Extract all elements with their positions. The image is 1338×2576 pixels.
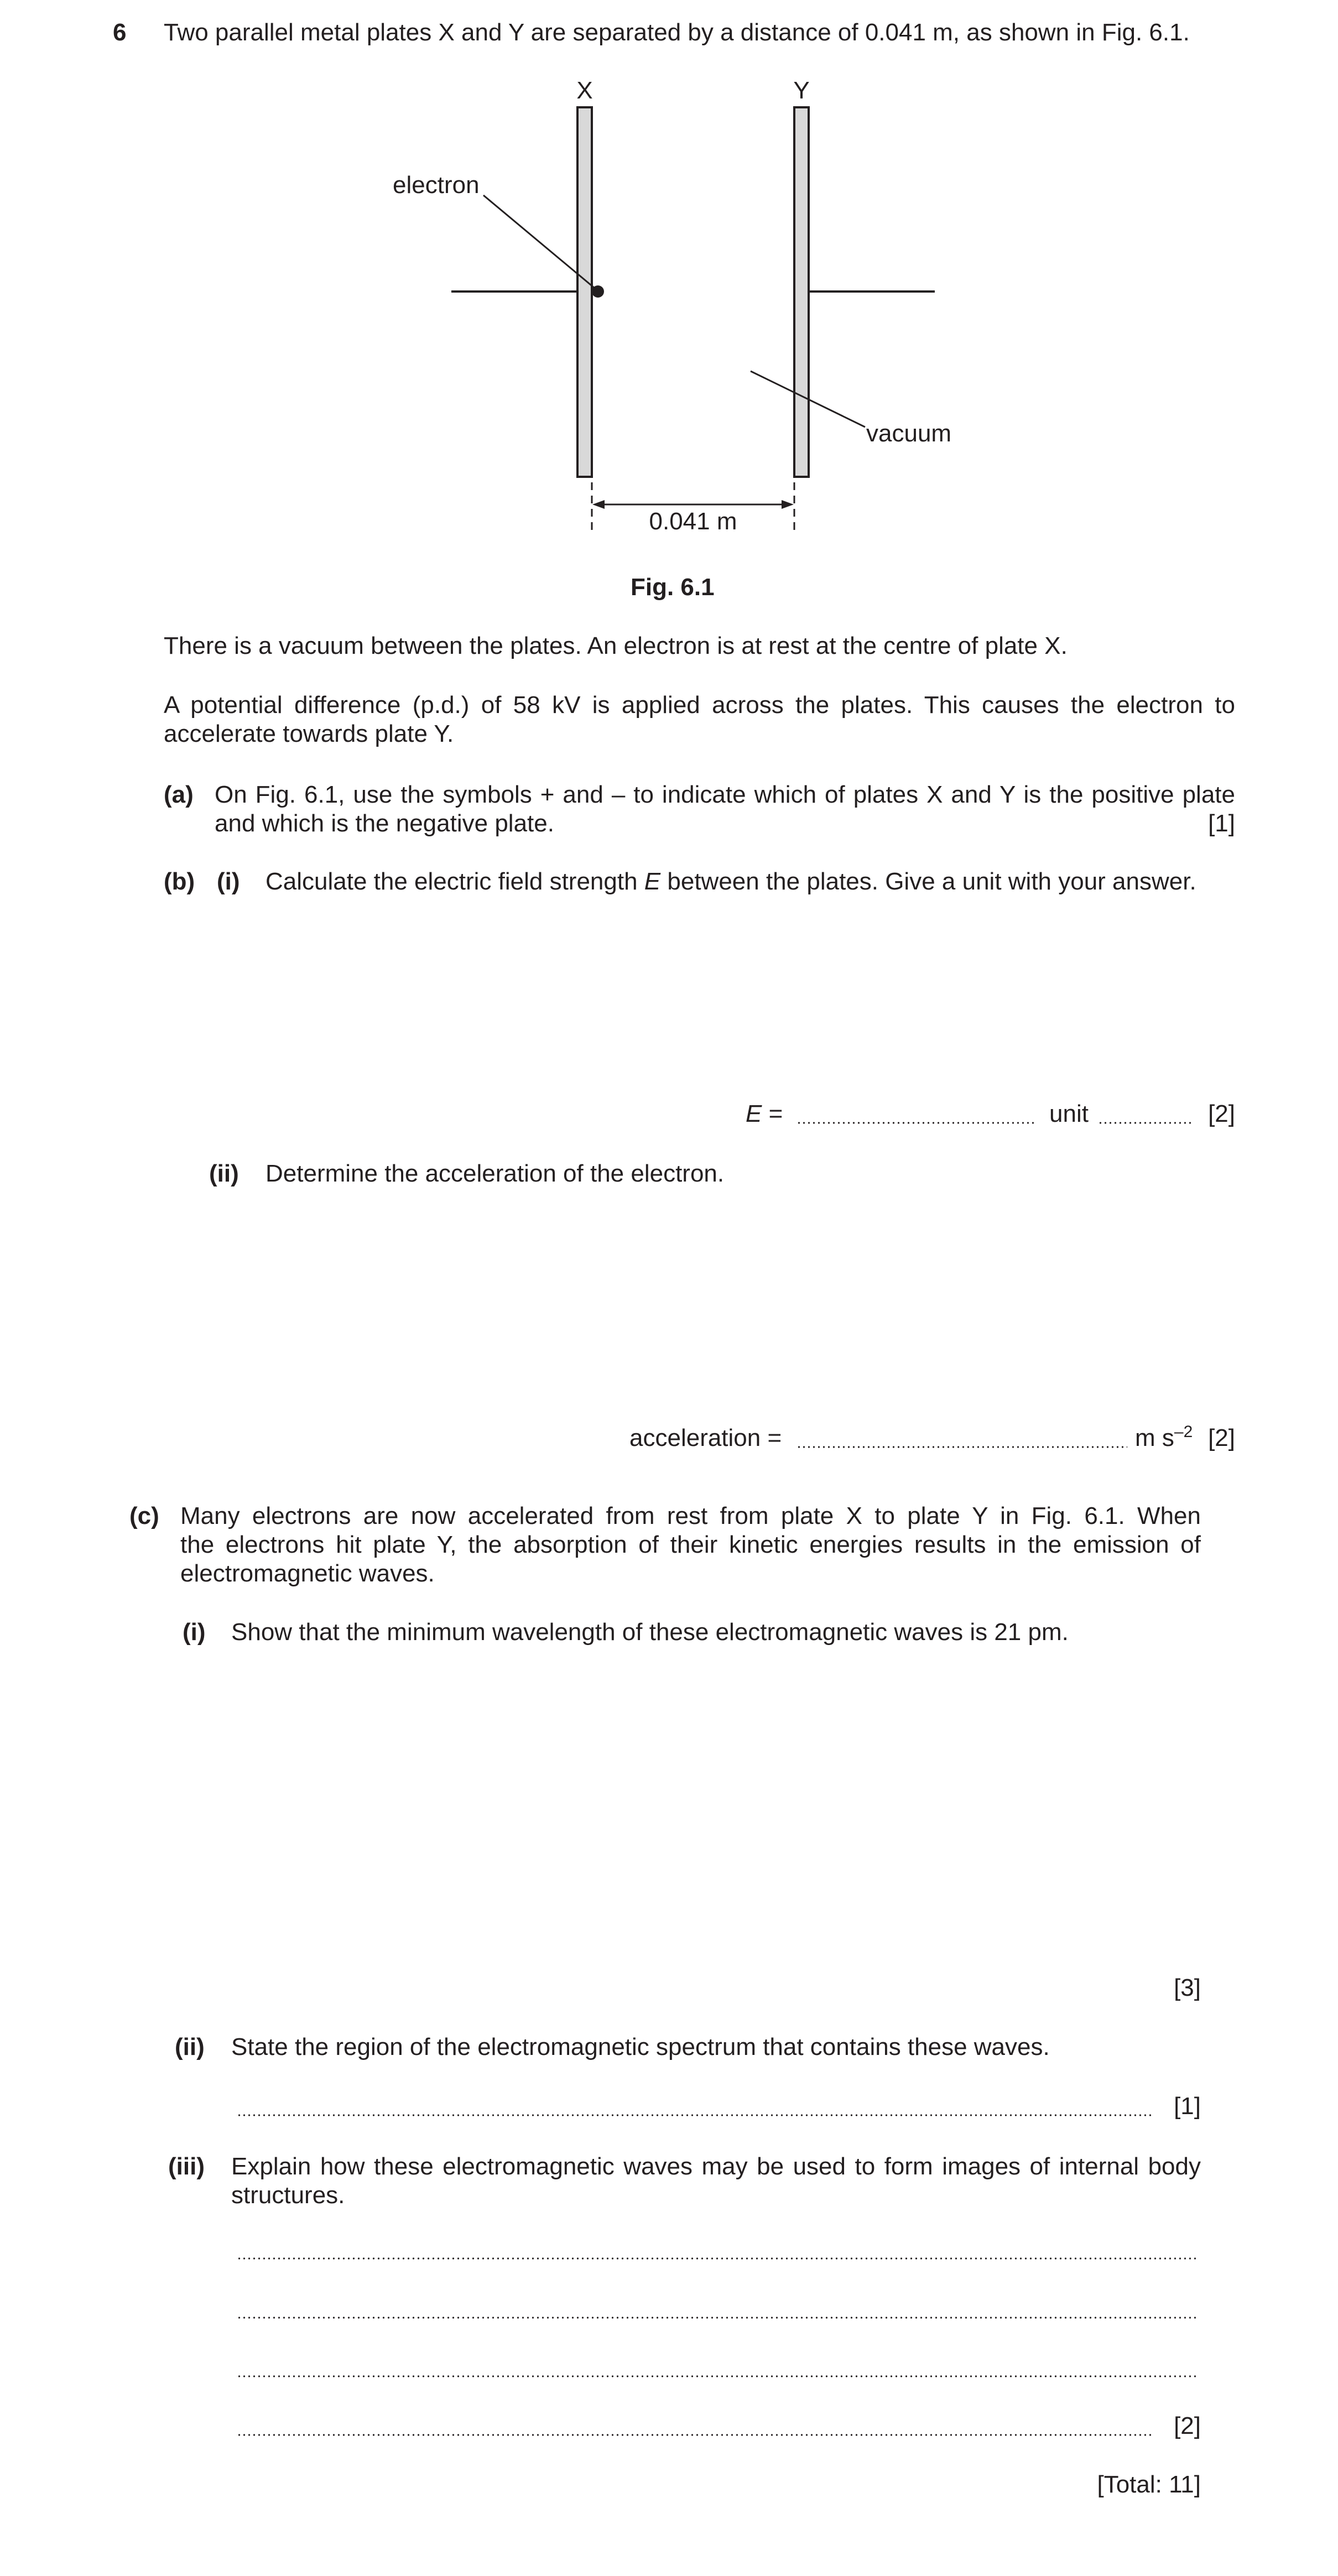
part-c-i-label: (i) — [183, 1619, 206, 1646]
figure-caption: Fig. 6.1 — [631, 574, 715, 601]
field-strength-unit-line[interactable] — [1098, 1122, 1193, 1124]
figure-6-1 — [0, 0, 1338, 553]
part-c-i-prompt: Show that the minimum wavelength of these electromagnetic waves is 21 pm. — [231, 1619, 1069, 1646]
explanation-answer-line-3[interactable] — [237, 2375, 1198, 2377]
part-c-ii-marks: [1] — [1174, 2093, 1201, 2120]
plate-y-label: Y — [793, 77, 810, 104]
explanation-answer-line-2[interactable] — [237, 2317, 1198, 2319]
part-c-iii-line-1: Explain how these electromagnetic waves may be used to form images of internal body — [231, 2153, 1201, 2180]
part-b-i-label: (i) — [217, 868, 240, 895]
part-c-ii-prompt: State the region of the electromagnetic spectrum that contains these waves. — [231, 2033, 1050, 2060]
acceleration-answer-line[interactable] — [796, 1446, 1127, 1448]
part-a-line-1: On Fig. 6.1, use the symbols + and – to indicate which of plates X and Y is the positive plate — [215, 781, 1235, 808]
part-b-ii-prompt: Determine the acceleration of the electron. — [265, 1160, 725, 1187]
part-c-i-marks: [3] — [1174, 1974, 1201, 2001]
part-b-i-prompt: Calculate the electric field strength E between the plates. Give a unit with your answer. — [265, 868, 1196, 895]
part-c-iii-marks: [2] — [1174, 2412, 1201, 2439]
stem-paragraph-2-line-1: A potential difference (p.d.) of 58 kV is applied across the plates. This causes the electron to — [164, 691, 1235, 719]
electron-label: electron — [393, 171, 480, 199]
part-b-i-answer-label: E = — [746, 1100, 783, 1127]
part-c-label: (c) — [129, 1502, 159, 1529]
plate-x-label: X — [576, 77, 593, 104]
part-b-ii-marks: [2] — [1208, 1424, 1235, 1451]
part-b-label: (b) — [164, 868, 195, 895]
question-number: 6 — [113, 19, 127, 46]
part-c-line-2: the electrons hit plate Y, the absorption of their kinetic energies results in the emission of — [180, 1531, 1201, 1558]
part-c-iii-line-2: structures. — [231, 2182, 345, 2209]
stem-paragraph-1: There is a vacuum between the plates. An electron is at rest at the centre of plate X. — [164, 632, 1068, 659]
part-c-iii-label: (iii) — [168, 2153, 205, 2180]
vacuum-label: vacuum — [866, 420, 952, 447]
arrowhead-left — [592, 500, 605, 509]
part-c-line-1: Many electrons are now accelerated from rest from plate X to plate Y in Fig. 6.1. When — [180, 1502, 1201, 1529]
part-c-ii-label: (ii) — [175, 2033, 205, 2060]
part-a-marks: [1] — [1208, 810, 1235, 837]
part-b-i-marks: [2] — [1208, 1100, 1235, 1127]
part-c-line-3: electromagnetic waves. — [180, 1560, 435, 1587]
separation-label: 0.041 m — [649, 508, 737, 535]
plate-x — [577, 107, 592, 477]
field-strength-answer-line[interactable] — [796, 1122, 1035, 1124]
total-marks: [Total: 11] — [1097, 2471, 1201, 2498]
arrowhead-right — [782, 500, 794, 509]
explanation-answer-line-4[interactable] — [237, 2434, 1153, 2436]
part-b-i-unit-label: unit — [1049, 1100, 1089, 1127]
acceleration-answer-label: acceleration = — [629, 1424, 782, 1451]
em-region-answer-line[interactable] — [237, 2114, 1153, 2116]
stem-paragraph-2-line-2: accelerate towards plate Y. — [164, 720, 454, 747]
part-a-label: (a) — [164, 781, 194, 808]
part-b-ii-label: (ii) — [209, 1160, 239, 1187]
plate-y — [794, 107, 809, 477]
explanation-answer-line-1[interactable] — [237, 2257, 1198, 2260]
question-intro: Two parallel metal plates X and Y are separated by a distance of 0.041 m, as shown in Fig. 6.1. — [164, 19, 1190, 46]
part-a-line-2: and which is the negative plate. — [215, 810, 554, 837]
acceleration-unit: m $s^{-2}$ — [1135, 1423, 1193, 1451]
